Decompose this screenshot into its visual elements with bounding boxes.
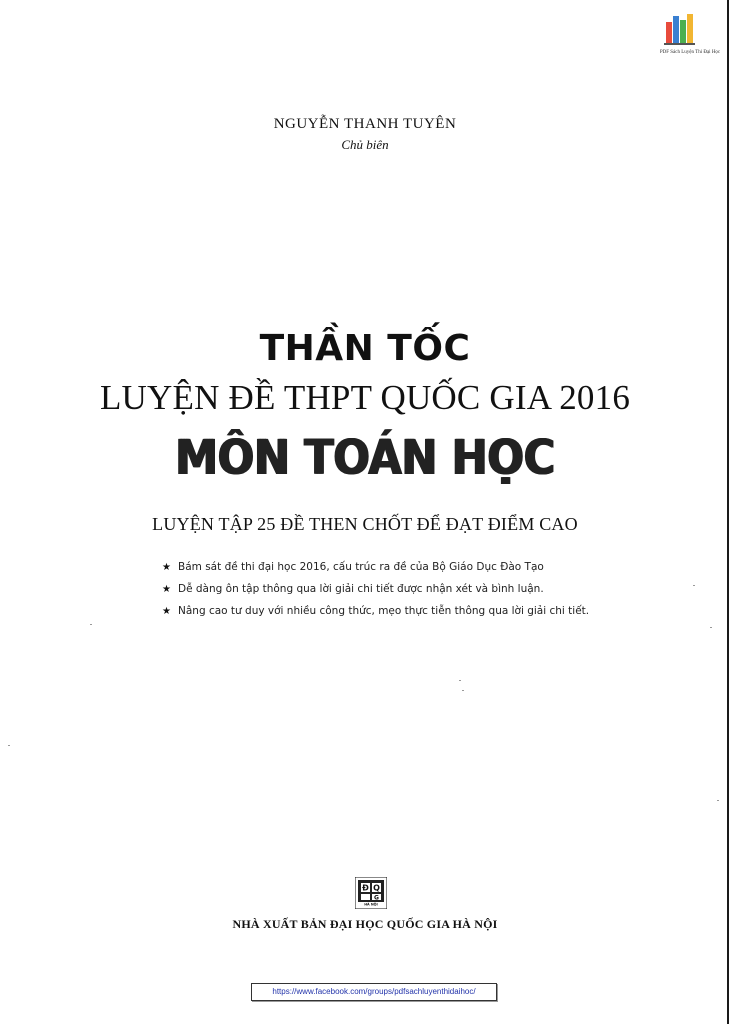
title-line-3-text: MÔN TOÁN HỌC bbox=[175, 430, 555, 486]
books-icon bbox=[664, 12, 696, 46]
svg-text:HÀ NỘI: HÀ NỘI bbox=[364, 902, 378, 907]
publisher-logo bbox=[355, 877, 387, 909]
list-item bbox=[162, 556, 702, 578]
svg-text:Q: Q bbox=[373, 883, 380, 893]
list-item bbox=[162, 578, 702, 600]
title-line-3 bbox=[37, 430, 694, 486]
list-item bbox=[162, 600, 702, 622]
scan-edge bbox=[727, 0, 729, 1024]
title-line-2: LUYỆN ĐỀ THPT QUỐC GIA 2016 bbox=[99, 378, 631, 417]
title-line-1: THẦN TỐC bbox=[259, 328, 471, 369]
list-item-text: Bám sát đề thi đại học 2016, cấu trúc ra đề của Bộ Giáo Dục Đào Tạo bbox=[178, 561, 544, 573]
star-icon: ★ bbox=[162, 561, 171, 573]
facebook-group-link[interactable]: https://www.facebook.com/groups/pdfsachluyenthidaihoc/ bbox=[251, 983, 497, 1001]
author-role: Chủ biên bbox=[341, 137, 389, 152]
logo-caption: PDF Sách Luyện Thi Đại Học bbox=[659, 50, 721, 55]
feature-list bbox=[162, 556, 702, 622]
list-item-text: Nâng cao tư duy với nhiều công thức, mẹo thực tiễn thông qua lời giải chi tiết. bbox=[178, 605, 590, 617]
list-item-text: Dễ dàng ôn tập thông qua lời giải chi tiết được nhận xét và bình luận. bbox=[178, 583, 544, 595]
svg-text:Đ: Đ bbox=[362, 883, 369, 893]
star-icon: ★ bbox=[162, 583, 171, 595]
subtitle: LUYỆN TẬP 25 ĐỀ THEN CHỐT ĐỂ ĐẠT ĐIỂM CAO bbox=[152, 514, 578, 534]
publisher-name: NHÀ XUẤT BẢN ĐẠI HỌC QUỐC GIA HÀ NỘI bbox=[232, 917, 498, 931]
book-logo bbox=[650, 12, 720, 62]
svg-text:G: G bbox=[374, 894, 379, 902]
publisher-emblem-icon bbox=[355, 877, 387, 909]
star-icon: ★ bbox=[162, 605, 171, 617]
author-name: NGUYỄN THANH TUYÊN bbox=[273, 116, 457, 132]
